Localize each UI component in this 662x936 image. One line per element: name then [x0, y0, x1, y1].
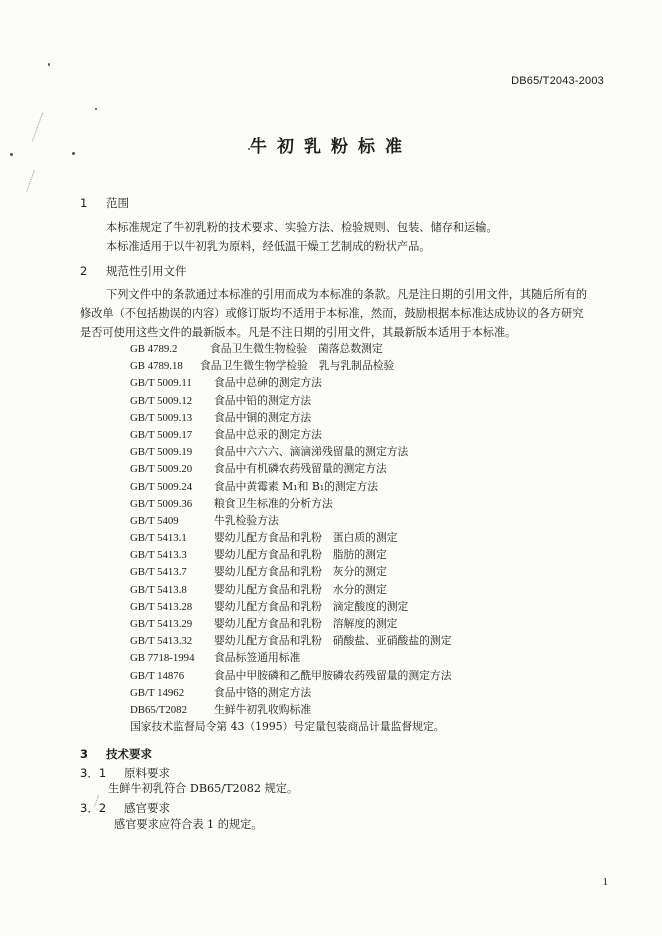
reference-code: GB/T 5009.24 — [130, 480, 193, 493]
scan-speck — [48, 63, 50, 66]
reference-code: GB/T 5413.28 — [130, 600, 193, 613]
reference-item — [130, 684, 452, 701]
reference-code: GB/T 5009.13 — [130, 411, 193, 424]
reference-code: GB/T 5009.12 — [130, 394, 193, 407]
section-number: 3 — [80, 747, 89, 761]
reference-item — [130, 615, 452, 632]
reference-item — [130, 409, 452, 426]
paragraph-line: 下列文件中的条款通过本标准的引用而成为本标准的条款。凡是注日期的引用文件，其随后所有的 — [106, 288, 588, 301]
reference-item — [130, 357, 452, 374]
reference-name: 粮食卫生标准的分析方法 — [214, 496, 333, 510]
reference-item — [130, 374, 452, 391]
document-number: DB65/T2043-2003 — [511, 75, 604, 87]
reference-code: GB/T 14876 — [130, 669, 185, 682]
reference-name: 食品卫生微生物检验 菌落总数测定 — [210, 342, 383, 355]
subsection-title: 感官要求 — [124, 801, 170, 815]
reference-item — [130, 495, 452, 512]
reference-code: GB/T 14962 — [130, 686, 185, 699]
reference-name: 生鲜牛初乳收购标准 — [214, 702, 312, 716]
reference-name: 食品中铬的测定方法 — [214, 685, 312, 699]
reference-item — [130, 667, 452, 684]
reference-code: GB/T 5413.1 — [130, 532, 187, 545]
reference-item — [130, 478, 452, 495]
reference-item — [130, 701, 452, 718]
reference-name: 食品中总汞的测定方法 — [214, 427, 322, 441]
raw-material-text — [108, 779, 298, 798]
paragraph-line: 修改单（不包括勘误的内容）或修订版均不适用于本标准，然而，鼓励根据本标准达成协议的各方研究 — [80, 307, 584, 320]
reference-name: 婴幼儿配方食品和乳粉 蛋白质的测定 — [214, 531, 398, 545]
reference-code: GB/T 5009.17 — [130, 428, 193, 441]
paragraph-line: 本标准适用于以牛初乳为原料，经低温干燥工艺制成的粉状产品。 — [106, 240, 431, 253]
scan-speck — [95, 108, 97, 110]
reference-item — [130, 392, 452, 409]
reference-name: 食品中铅的测定方法 — [214, 393, 312, 407]
reference-item — [130, 340, 452, 357]
reference-name: 食品中六六六、滴滴涕残留量的测定方法 — [214, 445, 409, 459]
section-title: 技术要求 — [106, 747, 152, 761]
reference-code: GB/T 5413.32 — [130, 635, 193, 648]
reference-list — [130, 340, 452, 735]
subsection-number: 3．2 — [80, 801, 107, 815]
reference-item — [130, 649, 452, 666]
subsection-title: 原料要求 — [124, 766, 170, 780]
section-heading-normative — [80, 263, 187, 279]
section-number: 2 — [80, 264, 88, 278]
reference-item — [130, 512, 452, 529]
reference-name: 食品中铜的测定方法 — [214, 410, 312, 424]
reference-name: 婴幼儿配方食品和乳粉 硝酸盐、亚硝酸盐的测定 — [214, 634, 452, 648]
reference-code: GB/T 5413.7 — [130, 566, 187, 579]
reference-name: 婴幼儿配方食品和乳粉 脂肪的测定 — [214, 548, 387, 562]
reference-code: GB/T 5413.29 — [130, 618, 193, 630]
reference-item — [130, 546, 452, 563]
section-title: 规范性引用文件 — [106, 264, 187, 278]
reference-name: 食品中有机磷农药残留量的测定方法 — [214, 462, 387, 476]
reference-item — [130, 632, 452, 649]
reference-item — [130, 529, 452, 546]
reference-name: 食品中黄霉素 M₁和 B₁的测定方法 — [214, 479, 379, 493]
reference-name: 食品中总砷的测定方法 — [214, 376, 322, 390]
reference-name: 食品标签通用标准 — [214, 651, 301, 665]
reference-code: GB/T 5413.3 — [130, 549, 187, 562]
reference-name: 食品卫生微生物学检验 乳与乳制品检验 — [200, 359, 395, 373]
reference-code: GB/T 5009.19 — [130, 446, 193, 459]
section-heading-technical — [80, 746, 152, 762]
sensory-text — [114, 815, 262, 834]
reference-code: GB 4789.2 — [130, 343, 178, 355]
subsection-heading-sensory — [80, 800, 170, 816]
reference-code: GB/T 5413.8 — [130, 583, 187, 596]
paragraph-line: 本标准规定了牛初乳粉的技术要求、实验方法、检验规则、包装、储存和运输。 — [106, 221, 498, 234]
reference-code: GB/T 5009.36 — [130, 497, 193, 510]
reference-item — [130, 598, 452, 615]
page-number: 1 — [602, 876, 608, 888]
reference-item — [130, 426, 452, 443]
reference-final-line: 国家技术监督局令第 43（1995）号定量包装商品计量监督规定。 — [130, 720, 445, 734]
reference-code: GB 4789.18 — [130, 360, 183, 373]
scan-scratch — [26, 170, 34, 191]
section-title: 范围 — [106, 196, 129, 210]
reference-name: 牛乳检验方法 — [214, 513, 279, 527]
section-number: 1 — [80, 196, 88, 210]
paragraph-line: 感官要求应符合表 1 的规定。 — [114, 818, 263, 831]
reference-code: GB/T 5009.20 — [130, 463, 193, 476]
normative-intro — [80, 285, 587, 342]
scope-paragraph — [106, 218, 498, 256]
reference-name: 婴幼儿配方食品和乳粉 溶解度的测定 — [214, 617, 398, 630]
reference-name: 婴幼儿配方食品和乳粉 灰分的测定 — [214, 565, 387, 579]
subsection-number: 3．1 — [80, 766, 107, 780]
reference-item — [130, 460, 452, 477]
page-title: 牛初乳粉标准 — [250, 137, 412, 157]
reference-code: GB/T 5409 — [130, 514, 179, 527]
paragraph-line: 生鲜牛初乳符合 DB65/T2082 规定。 — [108, 782, 299, 795]
section-heading-scope — [80, 195, 129, 211]
reference-code: GB/T 5009.11 — [130, 377, 192, 390]
reference-code: GB 7718-1994 — [130, 652, 195, 665]
reference-name: 婴幼儿配方食品和乳粉 水分的测定 — [214, 582, 387, 596]
reference-item — [130, 581, 452, 598]
reference-item — [130, 443, 452, 460]
reference-name: 食品中甲胺磷和乙酰甲胺磷农药残留量的测定方法 — [214, 668, 452, 682]
reference-name: 婴幼儿配方食品和乳粉 滴定酸度的测定 — [214, 599, 409, 613]
reference-code: DB65/T2082 — [130, 703, 187, 716]
paragraph-line: 是否可使用这些文件的最新版本。凡是不注日期的引用文件，其最新版本适用于本标准。 — [80, 326, 517, 339]
reference-item — [130, 563, 452, 580]
